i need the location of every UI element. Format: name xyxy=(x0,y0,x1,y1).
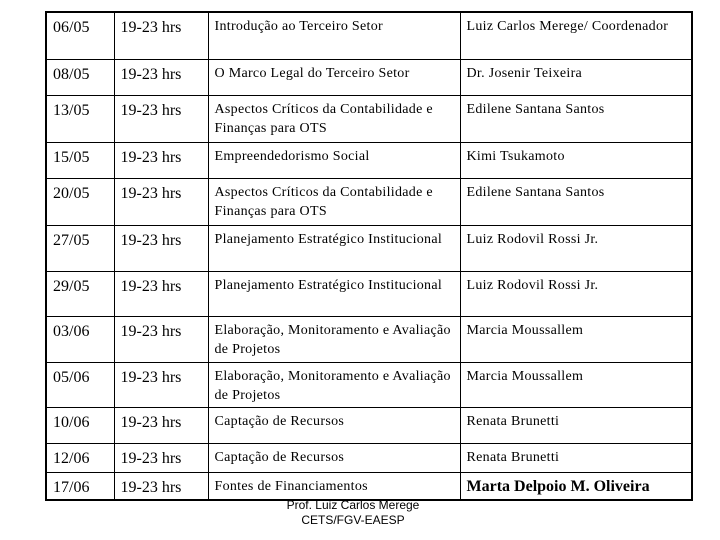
topic-cell: Elaboração, Monitoramento e Avaliação de Projetos xyxy=(208,316,460,362)
time-cell: 19-23 hrs xyxy=(114,59,208,95)
time-cell: 19-23 hrs xyxy=(114,443,208,472)
time-cell: 19-23 hrs xyxy=(114,362,208,407)
table-row xyxy=(46,225,692,271)
time-cell: 19-23 hrs xyxy=(114,225,208,271)
date-cell: 08/05 xyxy=(46,59,114,95)
topic-cell: Aspectos Críticos da Contabilidade e Finanças para OTS xyxy=(208,178,460,225)
table-row xyxy=(46,362,692,407)
table-row xyxy=(46,271,692,316)
footer-author: Prof. Luiz Carlos Merege xyxy=(286,498,420,512)
table-row xyxy=(46,142,692,178)
topic-cell: Introdução ao Terceiro Setor xyxy=(208,12,460,59)
table-row xyxy=(46,472,692,500)
topic-cell: Planejamento Estratégico Institucional xyxy=(208,225,460,271)
footer-institution: CETS/FGV-EAESP xyxy=(301,513,405,527)
speaker-cell: Dr. Josenir Teixeira xyxy=(460,59,692,95)
date-cell: 13/05 xyxy=(46,95,114,142)
time-cell: 19-23 hrs xyxy=(114,142,208,178)
date-cell: 06/05 xyxy=(46,12,114,59)
topic-cell: O Marco Legal do Terceiro Setor xyxy=(208,59,460,95)
date-cell: 12/06 xyxy=(46,443,114,472)
topic-cell: Fontes de Financiamentos xyxy=(208,472,460,500)
time-cell: 19-23 hrs xyxy=(114,95,208,142)
table-row xyxy=(46,316,692,362)
speaker-cell: Luiz Carlos Merege/ Coordenador xyxy=(460,12,692,59)
speaker-cell: Marcia Moussallem xyxy=(460,362,692,407)
speaker-cell: Renata Brunetti xyxy=(460,443,692,472)
footer xyxy=(268,498,438,528)
speaker-cell: Edilene Santana Santos xyxy=(460,178,692,225)
table-row xyxy=(46,407,692,443)
table-row xyxy=(46,12,692,59)
date-cell: 17/06 xyxy=(46,472,114,500)
time-cell: 19-23 hrs xyxy=(114,316,208,362)
speaker-cell: Marta Delpoio M. Oliveira xyxy=(460,472,692,500)
schedule-table xyxy=(45,11,693,501)
topic-cell: Captação de Recursos xyxy=(208,407,460,443)
time-cell: 19-23 hrs xyxy=(114,178,208,225)
date-cell: 27/05 xyxy=(46,225,114,271)
speaker-cell: Kimi Tsukamoto xyxy=(460,142,692,178)
speaker-cell: Edilene Santana Santos xyxy=(460,95,692,142)
time-cell: 19-23 hrs xyxy=(114,472,208,500)
table-row xyxy=(46,178,692,225)
date-cell: 20/05 xyxy=(46,178,114,225)
speaker-cell: Marcia Moussallem xyxy=(460,316,692,362)
date-cell: 15/05 xyxy=(46,142,114,178)
table-row xyxy=(46,95,692,142)
date-cell: 10/06 xyxy=(46,407,114,443)
topic-cell: Elaboração, Monitoramento e Avaliação de Projetos xyxy=(208,362,460,407)
speaker-cell: Luiz Rodovil Rossi Jr. xyxy=(460,225,692,271)
topic-cell: Aspectos Críticos da Contabilidade e Finanças para OTS xyxy=(208,95,460,142)
time-cell: 19-23 hrs xyxy=(114,407,208,443)
time-cell: 19-23 hrs xyxy=(114,271,208,316)
date-cell: 29/05 xyxy=(46,271,114,316)
topic-cell: Captação de Recursos xyxy=(208,443,460,472)
date-cell: 03/06 xyxy=(46,316,114,362)
date-cell: 05/06 xyxy=(46,362,114,407)
table-row xyxy=(46,59,692,95)
table-row xyxy=(46,443,692,472)
topic-cell: Planejamento Estratégico Institucional xyxy=(208,271,460,316)
time-cell: 19-23 hrs xyxy=(114,12,208,59)
speaker-cell: Renata Brunetti xyxy=(460,407,692,443)
topic-cell: Empreendedorismo Social xyxy=(208,142,460,178)
speaker-cell: Luiz Rodovil Rossi Jr. xyxy=(460,271,692,316)
